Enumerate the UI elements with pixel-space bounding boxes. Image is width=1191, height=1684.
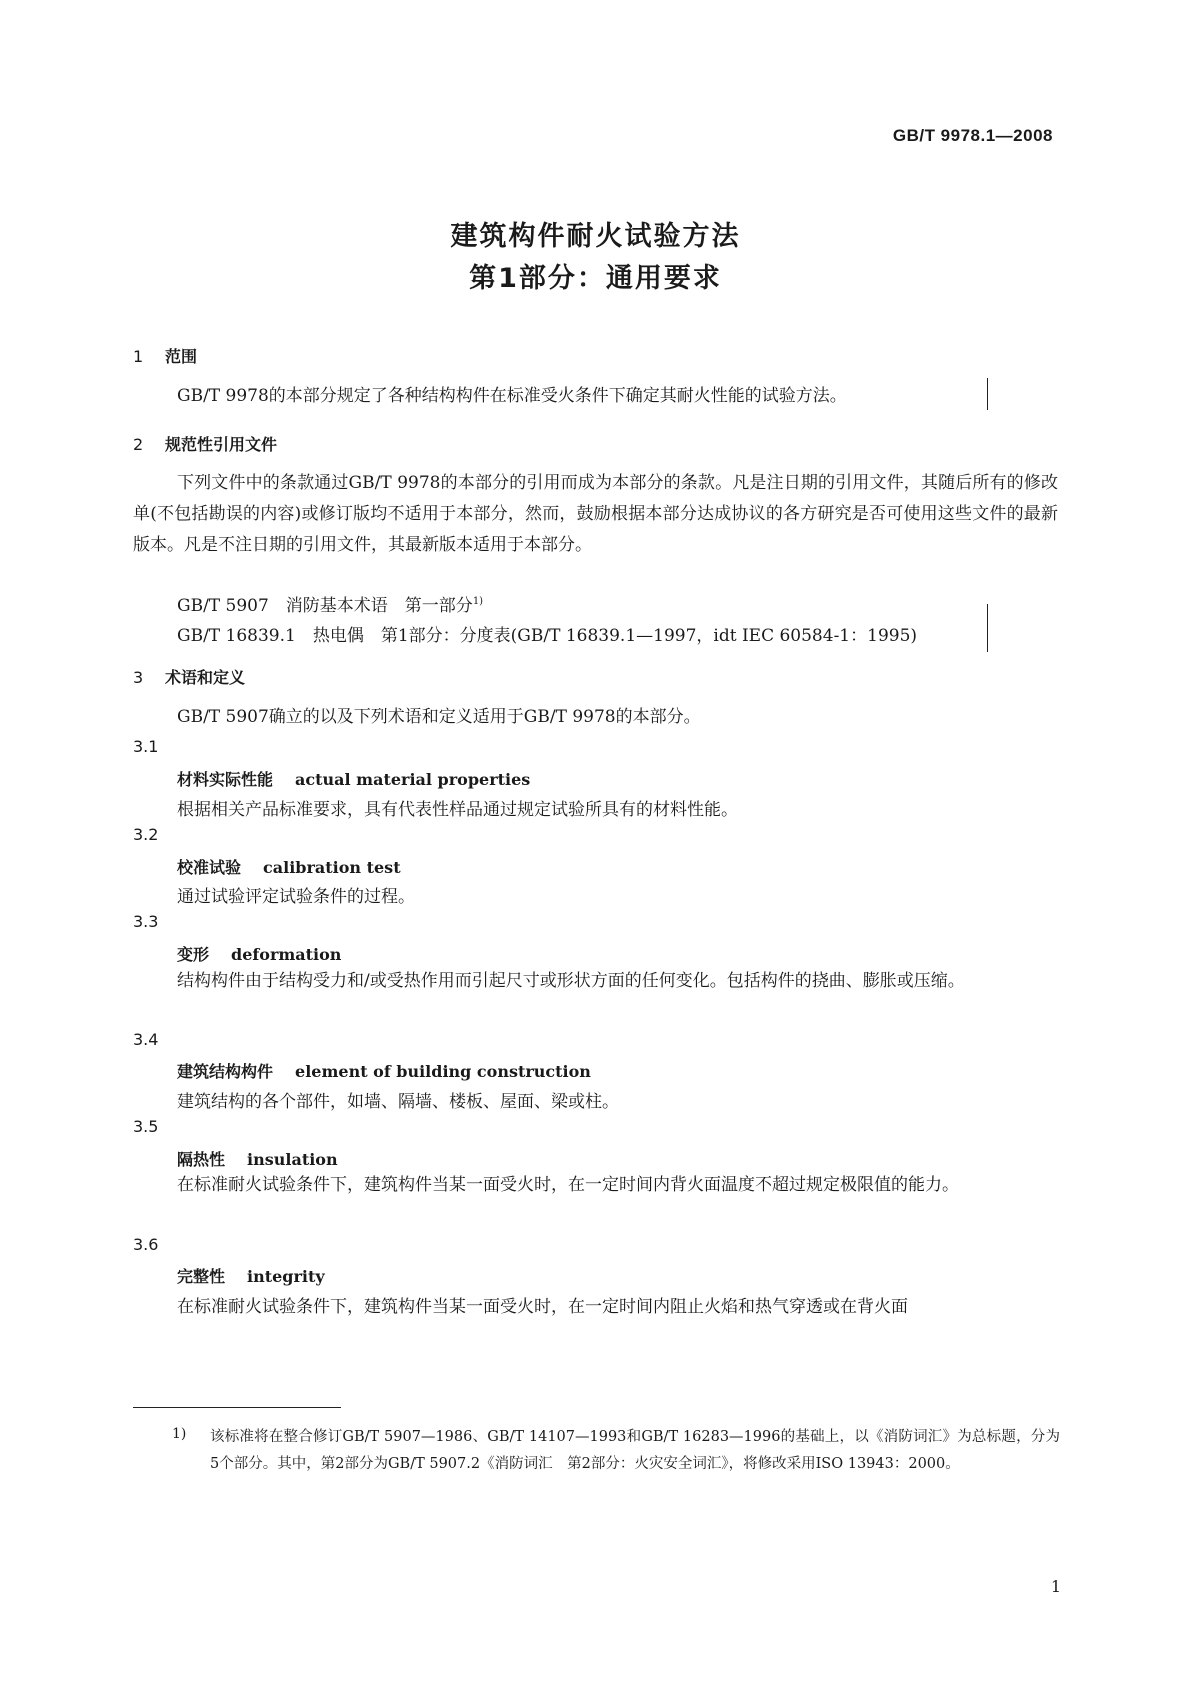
term-en: deformation	[231, 945, 342, 964]
term-number: 3.6	[133, 1235, 159, 1254]
section-title: 范围	[165, 347, 198, 366]
term-zh: 变形	[177, 945, 210, 964]
term-en: calibration test	[263, 858, 401, 877]
term-number: 3.3	[133, 912, 159, 931]
term-zh: 隔热性	[177, 1150, 226, 1169]
section-number: 2	[133, 435, 144, 454]
revision-bar	[987, 604, 988, 652]
footnote-text: 该标准将在整合修订GB/T 5907—1986、GB/T 14107—1993和GB/T 16283—1996的基础上，以《消防词汇》为总标题，分为5个部分。其中，第2部分为GB/T 5907.2《消防词汇 第2部分：火灾安全词汇》，将修改采用ISO 13943：2000。	[210, 1429, 1060, 1472]
section-number: 1	[133, 347, 144, 366]
standard-number: GB/T 9978.1—2008	[892, 126, 1053, 145]
term-en: insulation	[247, 1150, 338, 1169]
term-en: actual material properties	[295, 770, 531, 789]
section-3-body: GB/T 5907确立的以及下列术语和定义适用于GB/T 9978的本部分。	[177, 707, 701, 727]
normative-reference-2: GB/T 16839.1 热电偶 第1部分：分度表(GB/T 16839.1—1997，idt IEC 60584-1：1995)	[177, 626, 918, 646]
term-definition: 通过试验评定试验条件的过程。	[177, 887, 415, 907]
revision-bar	[987, 378, 988, 410]
term-zh: 完整性	[177, 1267, 226, 1286]
term-heading	[177, 1059, 591, 1082]
footnote-mark: 1)	[172, 1426, 187, 1442]
term-definition: 根据相关产品标准要求，具有代表性样品通过规定试验所具有的材料性能。	[177, 800, 738, 820]
term-heading	[177, 1264, 325, 1287]
page-number: 1	[1050, 1577, 1061, 1596]
section-2-heading	[133, 432, 277, 455]
term-definition: 在标准耐火试验条件下，建筑构件当某一面受火时，在一定时间内阻止火焰和热气穿透或在背火面	[177, 1297, 908, 1317]
term-heading	[177, 942, 341, 965]
term-definition: 结构构件由于结构受力和/或受热作用而引起尺寸或形状方面的任何变化。包括构件的挠曲、膨胀或压缩。	[177, 971, 965, 991]
term-en: element of building construction	[295, 1062, 591, 1081]
term-definition: 建筑结构的各个部件，如墙、隔墙、楼板、屋面、梁或柱。	[177, 1092, 619, 1112]
title-line-2: 第1部分：通用要求	[469, 263, 722, 294]
section-title: 术语和定义	[165, 668, 246, 687]
footnote-ref[interactable]: 1)	[472, 596, 484, 607]
title-line-1: 建筑构件耐火试验方法	[450, 221, 741, 252]
footnote-divider	[133, 1407, 341, 1408]
section-number: 3	[133, 668, 144, 687]
term-heading	[177, 1147, 338, 1170]
term-zh: 建筑结构构件	[177, 1062, 274, 1081]
term-definition: 在标准耐火试验条件下，建筑构件当某一面受火时，在一定时间内背火面温度不超过规定极限值的能力。	[177, 1175, 959, 1195]
section-1-body: GB/T 9978的本部分规定了各种结构构件在标准受火条件下确定其耐火性能的试验方法。	[177, 386, 847, 406]
normative-reference-1	[177, 591, 483, 616]
section-2-body: 下列文件中的条款通过GB/T 9978的本部分的引用而成为本部分的条款。凡是注日期的引用文件，其随后所有的修改单(不包括勘误的内容)或修订版均不适用于本部分，然而，鼓励根据本部分达成协议的各方研究是否可使用这些文件的最新版本。凡是不注日期的引用文件，其最新版本适用于本部分。	[133, 473, 1058, 555]
term-heading	[177, 767, 530, 790]
section-3-heading	[133, 665, 245, 688]
section-title: 规范性引用文件	[165, 435, 278, 454]
term-zh: 校准试验	[177, 858, 242, 877]
term-en: integrity	[247, 1267, 325, 1286]
reference-text: GB/T 5907 消防基本术语 第一部分	[177, 596, 473, 616]
section-1-heading	[133, 344, 197, 367]
term-zh: 材料实际性能	[177, 770, 274, 789]
term-number: 3.1	[133, 737, 159, 756]
term-number: 3.5	[133, 1117, 159, 1136]
term-number: 3.2	[133, 825, 159, 844]
term-number: 3.4	[133, 1030, 159, 1049]
term-heading	[177, 855, 401, 878]
